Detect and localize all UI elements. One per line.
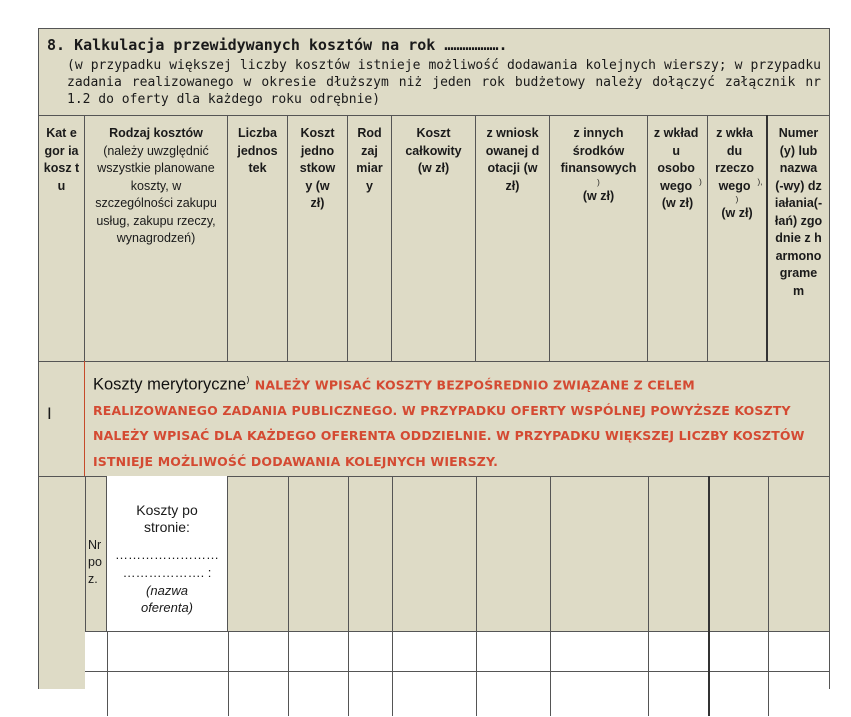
oferent-dots-1: …………………… xyxy=(115,547,219,562)
row-I-label-sup: ) xyxy=(246,376,250,386)
header-koszt-jedn-label: Koszt jedno stkow y (w zł) xyxy=(299,126,336,210)
koszty-po-stronie-cell[interactable] xyxy=(107,476,228,631)
header-numer-label: Numer (y) lub nazwa (-wy) działania(-łań) zgodnie z harmonogramem xyxy=(774,126,823,298)
header-numer-dzialania xyxy=(768,115,829,361)
grid-line xyxy=(288,631,289,716)
row-I-description xyxy=(85,361,829,476)
koszty-po-stronie-label: Koszty po stronie: xyxy=(136,502,198,535)
header-kategoria-label: Kat egor ia kosz tu xyxy=(43,126,80,193)
header-wklad-osob-sup: ) xyxy=(699,177,702,187)
header-z-innych-srodkow xyxy=(550,115,648,361)
grid-line xyxy=(107,631,108,716)
header-wklad-rzecz-unit: (w zł) xyxy=(721,206,753,220)
header-rodzaj-miary-label: Rod zaj miar y xyxy=(356,126,383,193)
cost-calculation-table xyxy=(38,28,830,689)
header-wklad-osobowy xyxy=(648,115,708,361)
header-koszt-calk-label: Koszt całkowity (w zł) xyxy=(405,126,462,175)
section-header xyxy=(39,29,829,116)
header-wklad-osob-unit: (w zł) xyxy=(661,196,694,210)
grid-line xyxy=(708,631,710,716)
grid-line xyxy=(550,631,551,716)
header-z-dotacji xyxy=(476,115,550,361)
header-liczba-jednostek xyxy=(228,115,288,361)
header-wklad-rzecz-sup2: ) xyxy=(735,195,739,204)
cost-entry-row[interactable] xyxy=(85,631,829,717)
grid-line xyxy=(476,631,477,716)
header-z-dotacji-label: z wnioskowanej dotacji (w zł) xyxy=(485,126,540,193)
header-wklad-rzecz-label: z wkła du rzeczo wego xyxy=(715,126,754,193)
section-title: 8. Kalkulacja przewidywanych kosztów na rok ………………. xyxy=(47,36,508,54)
grid-line xyxy=(648,631,649,716)
header-z-innych-sup: ) xyxy=(597,177,600,187)
header-rodzaj-title: Rodzaj kosztów xyxy=(109,126,203,140)
header-rodzaj-miary xyxy=(348,115,392,361)
header-wklad-rzecz-sup: ), xyxy=(757,177,763,187)
header-rodzaj-note: (należy uwzględnić wszystkie planowane koszty, w szczególności zakupu usług, zakupu rzeczy, wynagrodzeń) xyxy=(95,143,217,245)
header-z-innych-unit: (w zł) xyxy=(582,188,615,203)
nazwa-oferenta-hint: (nazwa oferenta) xyxy=(140,583,194,615)
row-I-warning: NALEŻY WPISAĆ KOSZTY BEZPOŚREDNIO ZWIĄZANE Z CELEM REALIZOWANEGO ZADANIA PUBLICZNEGO. W PRZYPADKU OFERTY WSPÓLNEJ POWYŻSZE KOSZTY NALEŻY WPISAĆ DLA KAŻDEGO OFERENTA ODDZIELNIE. W PRZYPADKU WIĘKSZEJ LICZBY KOSZTÓW ISTNIEJE MOŻLIWOŚĆ DODAWANIA KOLEJNYCH WIERSZY. xyxy=(93,377,805,469)
header-wklad-rzeczowy xyxy=(708,115,768,361)
nr-poz-label: Nr po z. xyxy=(85,476,107,631)
grid-line xyxy=(768,631,769,716)
header-liczba-label: Liczba jednos tek xyxy=(237,126,278,175)
grid-line xyxy=(392,631,393,716)
grid-line xyxy=(348,631,349,716)
header-kategoria xyxy=(39,115,85,361)
grid-line xyxy=(228,631,229,716)
header-rodzaj-kosztow xyxy=(85,115,228,361)
section-note: (w przypadku większej liczby kosztów istnieje możliwość dodawania kolejnych wierszy; w przypadku zadania realizowanego w okresie dłuższym niż jeden rok budżetowy należy dołączyć załącznik nr 1.2 do oferty dla każdego roku odrębnie) xyxy=(67,58,821,107)
row-I-number: I xyxy=(39,361,85,476)
row-divider xyxy=(85,671,829,672)
oferent-dots-2: ………………. : xyxy=(122,565,212,580)
header-z-innych-label: z innych środków finansowych xyxy=(560,126,637,175)
row-I-label: Koszty merytoryczne xyxy=(93,375,247,394)
header-wklad-osob-label: z wkład u osobo wego xyxy=(653,126,699,193)
header-koszt-jednostkowy xyxy=(288,115,348,361)
header-koszt-calkowity xyxy=(392,115,476,361)
